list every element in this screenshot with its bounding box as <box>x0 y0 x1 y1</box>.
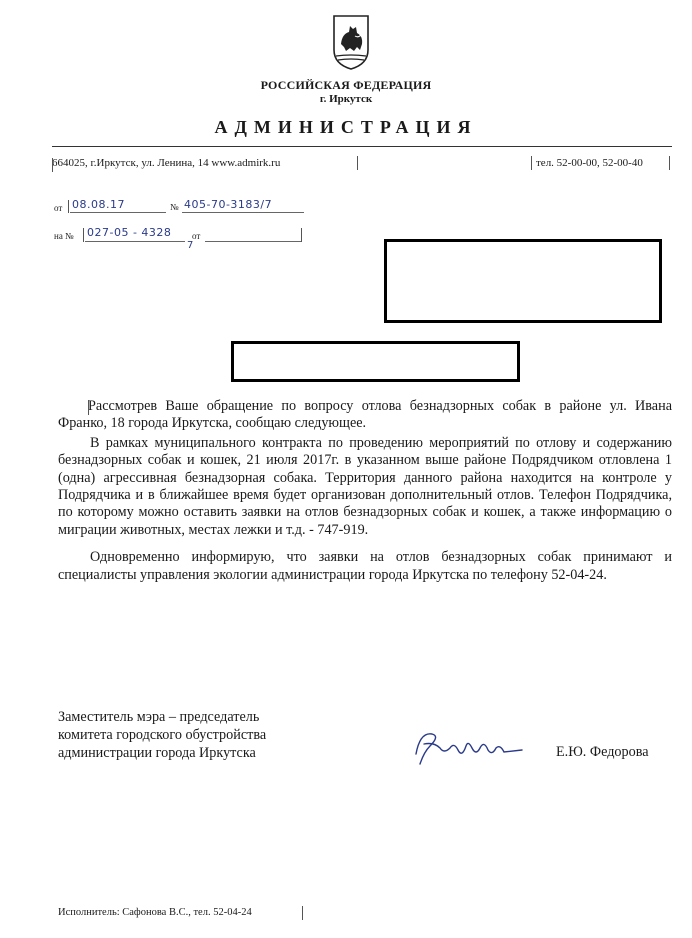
ref-value: 027-05 - 4328 <box>87 226 172 239</box>
signatory-position <box>58 708 266 762</box>
position-line-2: комитета городского обустройства <box>58 727 267 743</box>
signatory-name: Е.Ю. Федорова <box>556 744 649 760</box>
city-name: г. Иркутск <box>319 93 373 105</box>
body-paragraph-1: Рассмотрев Ваше обращение по вопросу отлова безнадзорных собак в районе ул. Ивана Франко, 18 города Иркутска, сообщаю следующее. <box>58 398 672 432</box>
handwritten-signature <box>410 724 528 772</box>
executor-bracket <box>302 906 303 920</box>
header-divider <box>52 146 672 147</box>
ref-label: на № <box>54 231 74 241</box>
phones-right-bracket <box>669 156 670 170</box>
position-line-3: администрации города Иркутска <box>58 745 256 761</box>
date-value: 08.08.17 <box>72 198 125 211</box>
date-bracket <box>68 200 69 213</box>
number-value: 405-70-3183/7 <box>184 198 273 211</box>
ref-suffix: 7 <box>187 240 194 251</box>
date-label: от <box>54 203 63 213</box>
number-underline <box>182 212 304 213</box>
institution-title: АДМИНИСТРАЦИЯ <box>214 117 478 137</box>
phones-left-bracket <box>531 156 532 170</box>
executor-line: Исполнитель: Сафонова В.С., тел. 52-04-24 <box>58 907 252 918</box>
ref-bracket <box>83 228 84 242</box>
address-right-bracket <box>357 156 358 170</box>
address-line: 664025, г.Иркутск, ул. Ленина, 14 www.admirk.ru <box>52 157 281 169</box>
paragraph-marker <box>88 400 89 415</box>
country-name: РОССИЙСКАЯ ФЕДЕРАЦИЯ <box>260 78 432 92</box>
number-label: № <box>170 202 179 212</box>
date-underline <box>70 212 166 213</box>
ref-date-underline <box>205 241 301 242</box>
body-paragraph-2: В рамках муниципального контракта по проведению мероприятий по отлову и содержанию безнадзорных собак и кошек, 21 июля 2017г. в указанном выше районе Подрядчиком отловлена 1 (одна) агрессивная безнадзорная собака. Территория данного района находится на контроле у Подрядчика и в ближайшее время будет организован дополнительный отлов. Телефон Подрядчика, по которому можно оставить заявки на отлов безнадзорных собак и кошек, а также информацию о миграции животных, местах лежки и т.д. - 747-919. <box>58 434 672 538</box>
body-paragraph-3: Одновременно информирую, что заявки на отлов безнадзорных собак принимают и специалисты управления экологии администрации города Иркутска по телефону 52-04-24. <box>58 549 672 583</box>
position-line-1: Заместитель мэра – председатель <box>58 709 260 725</box>
redacted-salutation-block <box>231 341 520 382</box>
ref-date-bracket <box>301 228 302 242</box>
redacted-addressee-block <box>384 239 662 323</box>
address-left-bracket <box>52 158 53 172</box>
irkutsk-coat-of-arms-icon <box>332 14 370 70</box>
ref-date-label: от <box>192 231 201 241</box>
ref-underline <box>85 241 185 242</box>
phones-line: тел. 52-00-00, 52-00-40 <box>536 157 643 169</box>
letter-body <box>58 398 672 584</box>
